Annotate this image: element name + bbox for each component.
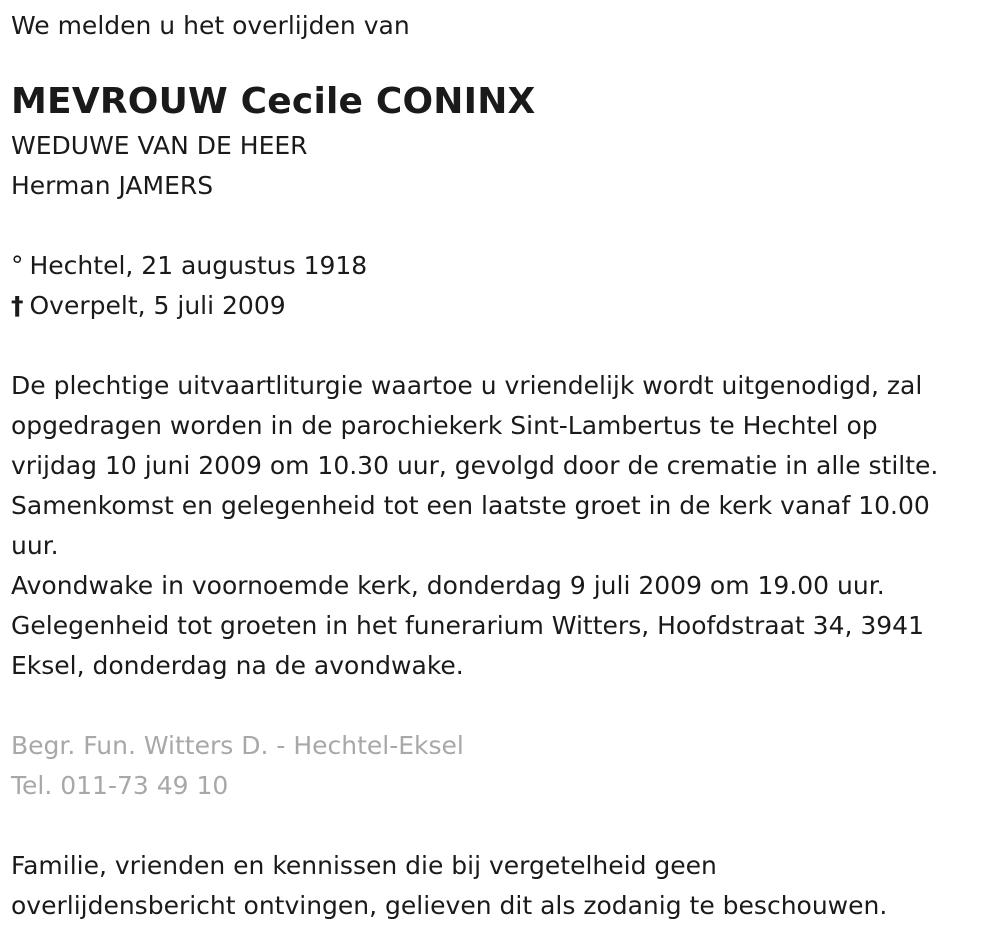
ceremony-line: De plechtige uitvaartliturgie waartoe u vriendelijk wordt uitgenodigd, zal (11, 371, 923, 400)
relation-line-2: Herman JAMERS (11, 171, 214, 200)
ceremony-line: opgedragen worden in de parochiekerk Sint-Lambertus te Hechtel op (11, 411, 878, 440)
relation-line-1: WEDUWE VAN DE HEER (11, 131, 308, 160)
death-text: Overpelt, 5 juli 2009 (29, 291, 286, 320)
birth-icon: ° (11, 251, 24, 280)
ceremony-line: Gelegenheid tot groeten in het funerarium Witters, Hoofdstraat 34, 3941 (11, 611, 924, 640)
deceased-name: MEVROUW Cecile CONINX (11, 81, 536, 122)
ceremony-line: vrijdag 10 juni 2009 om 10.30 uur, gevolgd door de crematie in alle stilte. (11, 451, 939, 480)
spacer (11, 686, 1000, 726)
funeral-home-phone: Tel. 011-73 49 10 (11, 771, 229, 800)
closing-line: overlijdensbericht ontvingen, gelieven dit als zodanig te beschouwen. (11, 891, 888, 920)
death-line (11, 286, 1000, 326)
ceremony-line: Eksel, donderdag na de avondwake. (11, 651, 464, 680)
intro-text: We melden u het overlijden van (11, 11, 410, 40)
birth-line (11, 246, 1000, 286)
spacer (11, 206, 1000, 246)
ceremony-line: Avondwake in voornoemde kerk, donderdag 9 juli 2009 om 19.00 uur. (11, 571, 885, 600)
cross-icon: † (11, 291, 24, 320)
ceremony-line: uur. (11, 531, 59, 560)
closing-note (11, 846, 1000, 926)
spacer (11, 326, 1000, 366)
birth-text: Hechtel, 21 augustus 1918 (29, 251, 368, 280)
funeral-home-name: Begr. Fun. Witters D. - Hechtel-Eksel (11, 731, 464, 760)
ceremony-details (11, 366, 1000, 686)
closing-line: Familie, vrienden en kennissen die bij vergetelheid geen (11, 851, 717, 880)
ceremony-line: Samenkomst en gelegenheid tot een laatste groet in de kerk vanaf 10.00 (11, 491, 930, 520)
spacer (11, 806, 1000, 846)
